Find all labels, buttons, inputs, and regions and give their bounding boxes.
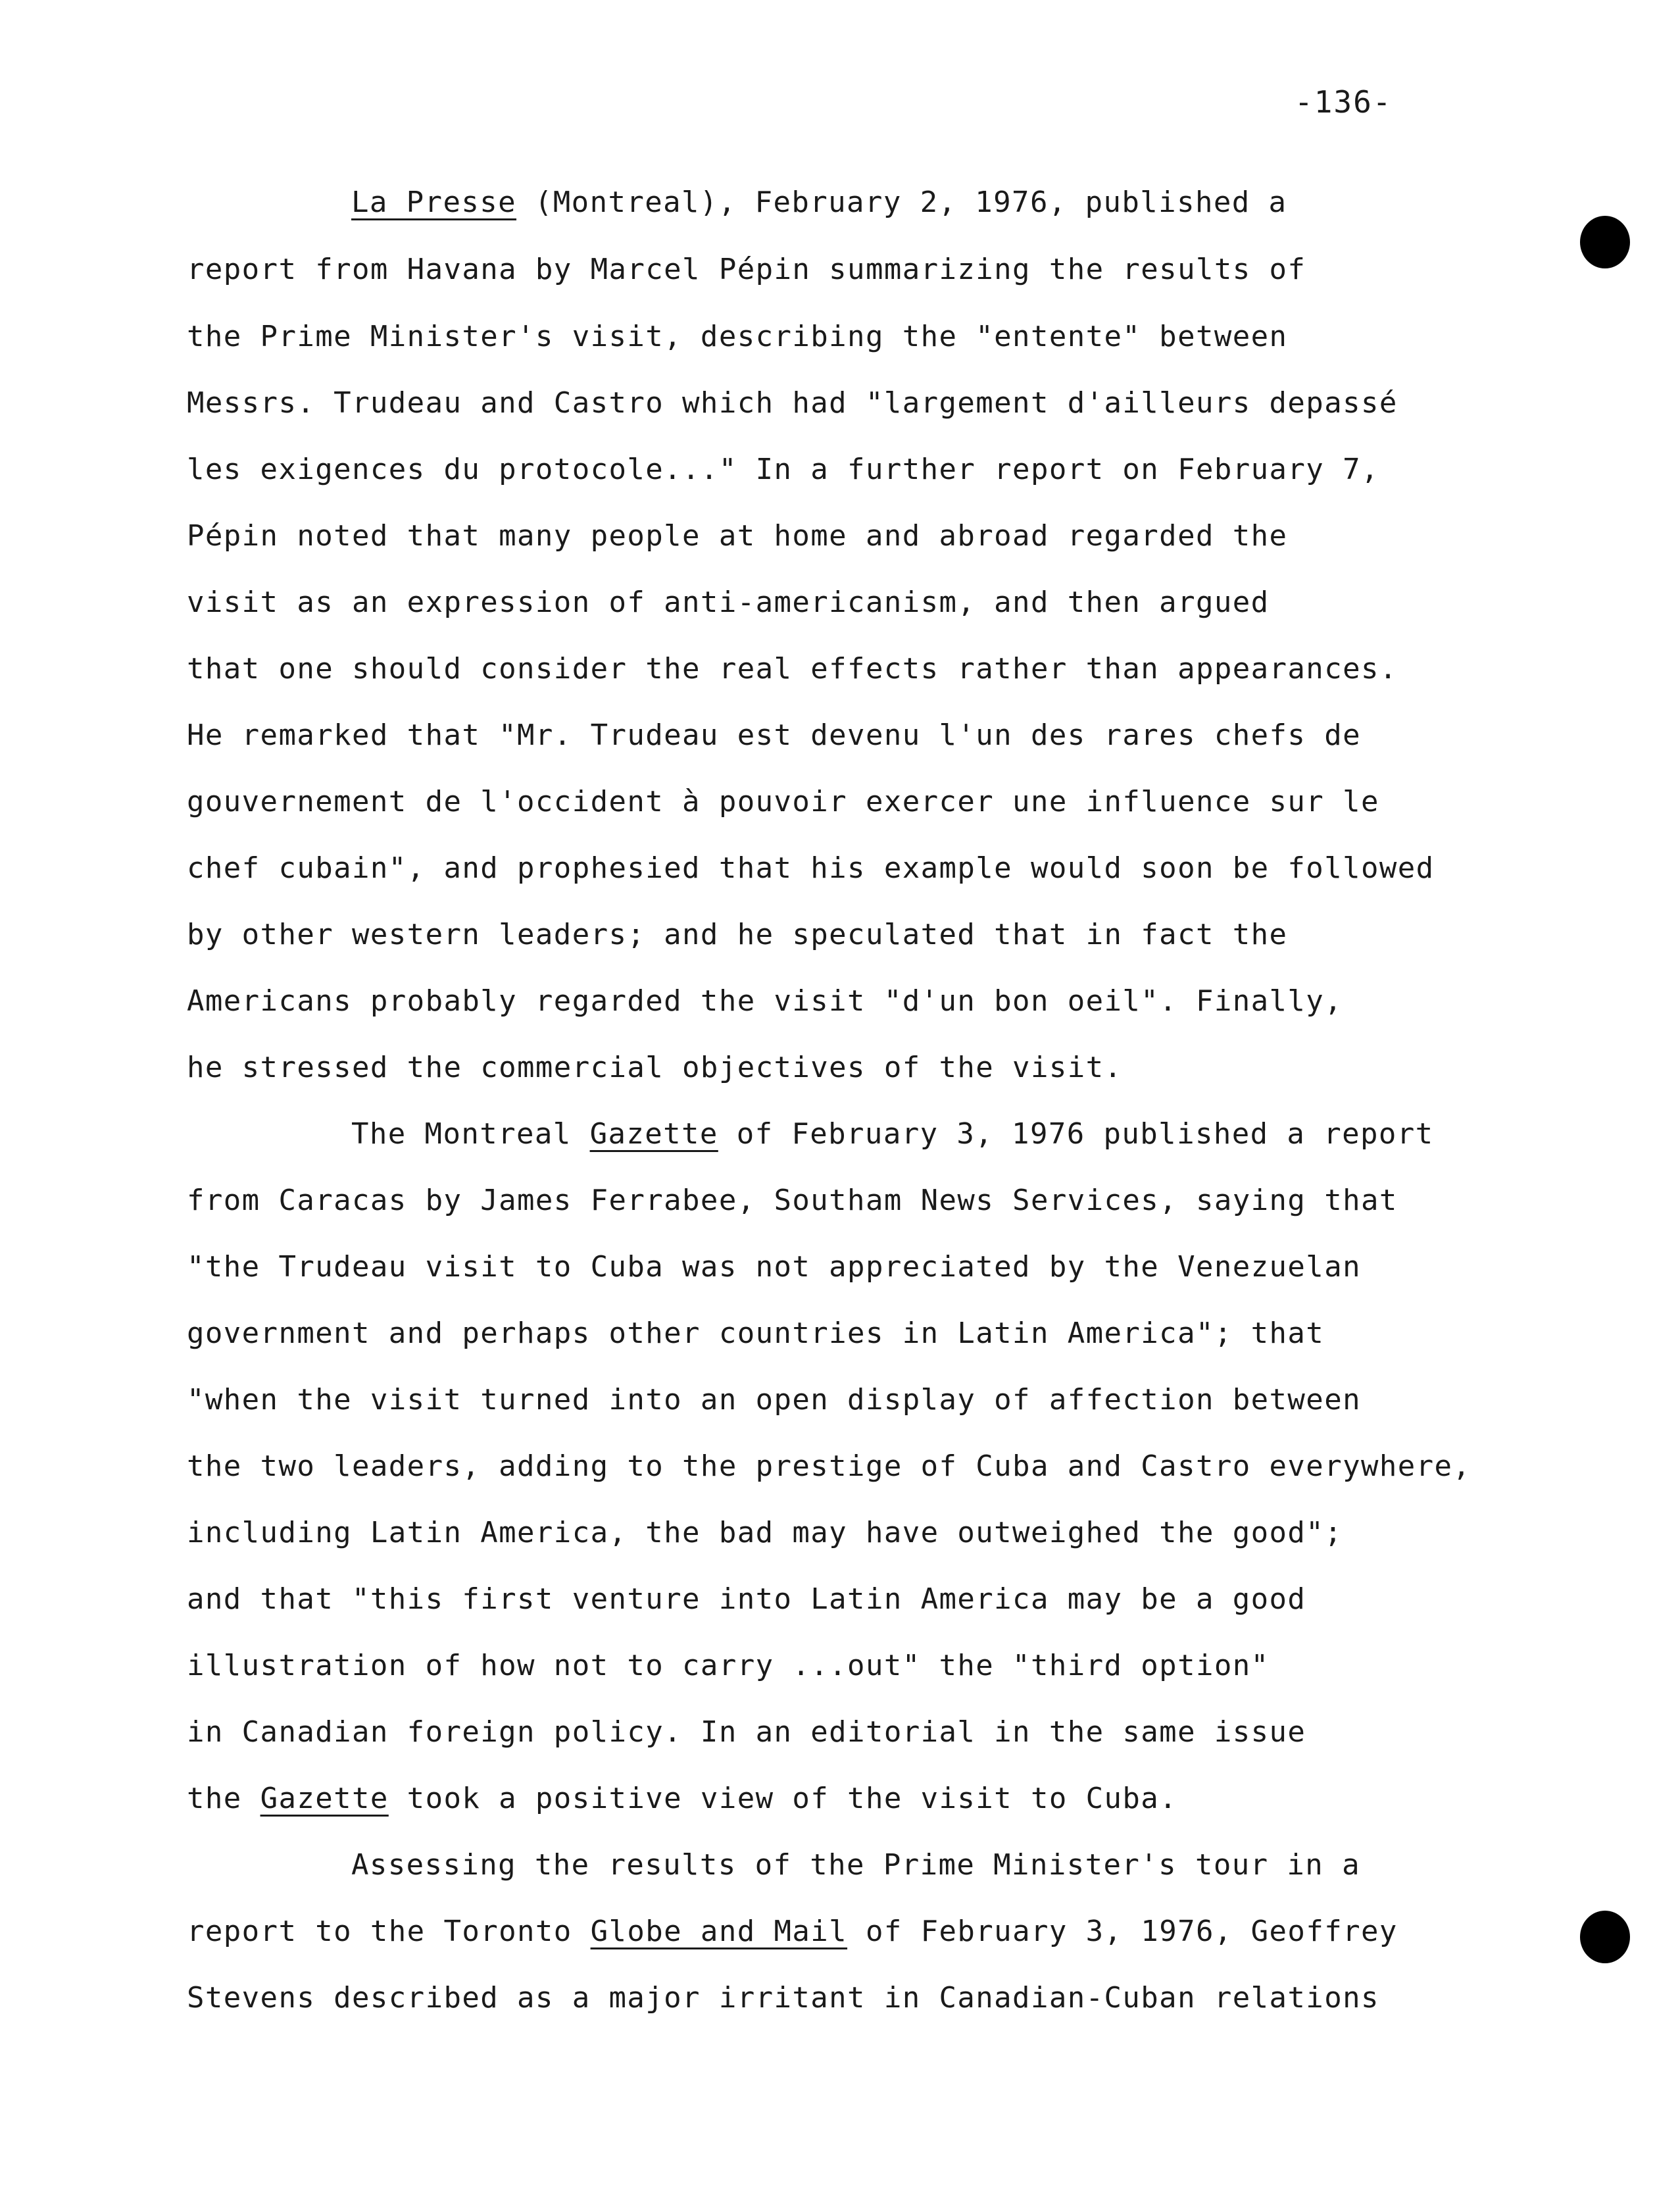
text-line	[351, 1847, 1360, 1884]
text-line	[187, 451, 1379, 488]
text-line	[351, 1116, 1434, 1153]
text-run: took a positive view of the visit to Cuba.	[388, 1782, 1178, 1815]
text-run: that one should consider the real effects rather than appearances.	[187, 652, 1398, 686]
text-line	[187, 1182, 1398, 1219]
text-line	[187, 1581, 1306, 1618]
text-run: Messrs. Trudeau and Castro which had "largement d'ailleurs depassé	[187, 386, 1398, 420]
punch-hole-top	[1580, 216, 1630, 268]
text-run: gouvernement de l'occident à pouvoir exercer une influence sur le	[187, 785, 1379, 818]
text-run: of February 3, 1976, Geoffrey	[847, 1915, 1398, 1948]
text-run: illustration of how not to carry ...out" the "third option"	[187, 1649, 1270, 1682]
text-line	[187, 1249, 1361, 1286]
text-line	[187, 1647, 1270, 1684]
text-line	[187, 1714, 1306, 1751]
underlined-title: Globe and Mail	[590, 1915, 848, 1948]
text-line	[187, 850, 1435, 887]
text-run: Pépin noted that many people at home and abroad regarded the	[187, 519, 1288, 553]
text-run: chef cubain", and prophesied that his example would soon be followed	[187, 851, 1435, 885]
text-run: in Canadian foreign policy. In an editorial in the same issue	[187, 1715, 1306, 1749]
text-line	[351, 184, 1287, 221]
text-line	[187, 1448, 1471, 1485]
text-line	[187, 983, 1343, 1020]
text-run: the	[187, 1782, 260, 1815]
text-run: Stevens described as a major irritant in Canadian-Cuban relations	[187, 1981, 1379, 2015]
text-run: including Latin America, the bad may have outweighed the good";	[187, 1516, 1343, 1549]
text-run: and that "this first venture into Latin America may be a good	[187, 1582, 1306, 1616]
underlined-title: Gazette	[260, 1782, 389, 1815]
text-run: "when the visit turned into an open display of affection between	[187, 1383, 1361, 1417]
text-run: The Montreal	[351, 1117, 590, 1151]
page-number: -136-	[1295, 84, 1393, 120]
underlined-title: Gazette	[589, 1117, 718, 1151]
text-run: report from Havana by Marcel Pépin summarizing the results of	[187, 253, 1306, 286]
text-line	[187, 1913, 1398, 1950]
text-run: report to the Toronto	[187, 1915, 591, 1948]
text-run: of February 3, 1976 published a report	[718, 1117, 1434, 1151]
text-line	[187, 1315, 1324, 1352]
text-line	[187, 651, 1398, 688]
text-run: les exigences du protocole..." In a further report on February 7,	[187, 453, 1379, 486]
text-line	[187, 1780, 1177, 1817]
text-line	[187, 518, 1287, 555]
text-run: Americans probably regarded the visit "d'un bon oeil". Finally,	[187, 984, 1343, 1018]
text-run: from Caracas by James Ferrabee, Southam News Services, saying that	[187, 1184, 1398, 1217]
text-line	[187, 1382, 1361, 1419]
underlined-title: La Presse	[351, 186, 517, 219]
text-line	[187, 584, 1270, 621]
text-line	[187, 1515, 1343, 1551]
text-run: "the Trudeau visit to Cuba was not appreciated by the Venezuelan	[187, 1250, 1361, 1284]
text-line	[187, 717, 1361, 754]
text-line	[187, 784, 1379, 820]
text-run: by other western leaders; and he speculated that in fact the	[187, 918, 1288, 951]
text-run: government and perhaps other countries in Latin America"; that	[187, 1317, 1325, 1350]
text-run: the two leaders, adding to the prestige of Cuba and Castro everywhere,	[187, 1449, 1471, 1483]
text-line	[187, 318, 1287, 355]
text-run: visit as an expression of anti-americanism, and then argued	[187, 586, 1270, 619]
text-run: he stressed the commercial objectives of the visit.	[187, 1051, 1123, 1084]
text-line	[187, 385, 1398, 422]
text-line	[187, 1980, 1379, 2017]
text-line	[187, 1049, 1122, 1086]
punch-hole-bottom	[1580, 1911, 1630, 1963]
text-line	[187, 251, 1306, 288]
text-run: the Prime Minister's visit, describing the "entente" between	[187, 320, 1288, 353]
text-run: Assessing the results of the Prime Minister's tour in a	[351, 1848, 1360, 1882]
text-run: (Montreal), February 2, 1976, published a	[516, 186, 1287, 219]
text-line	[187, 917, 1287, 953]
text-run: He remarked that "Mr. Trudeau est devenu l'un des rares chefs de	[187, 718, 1361, 752]
